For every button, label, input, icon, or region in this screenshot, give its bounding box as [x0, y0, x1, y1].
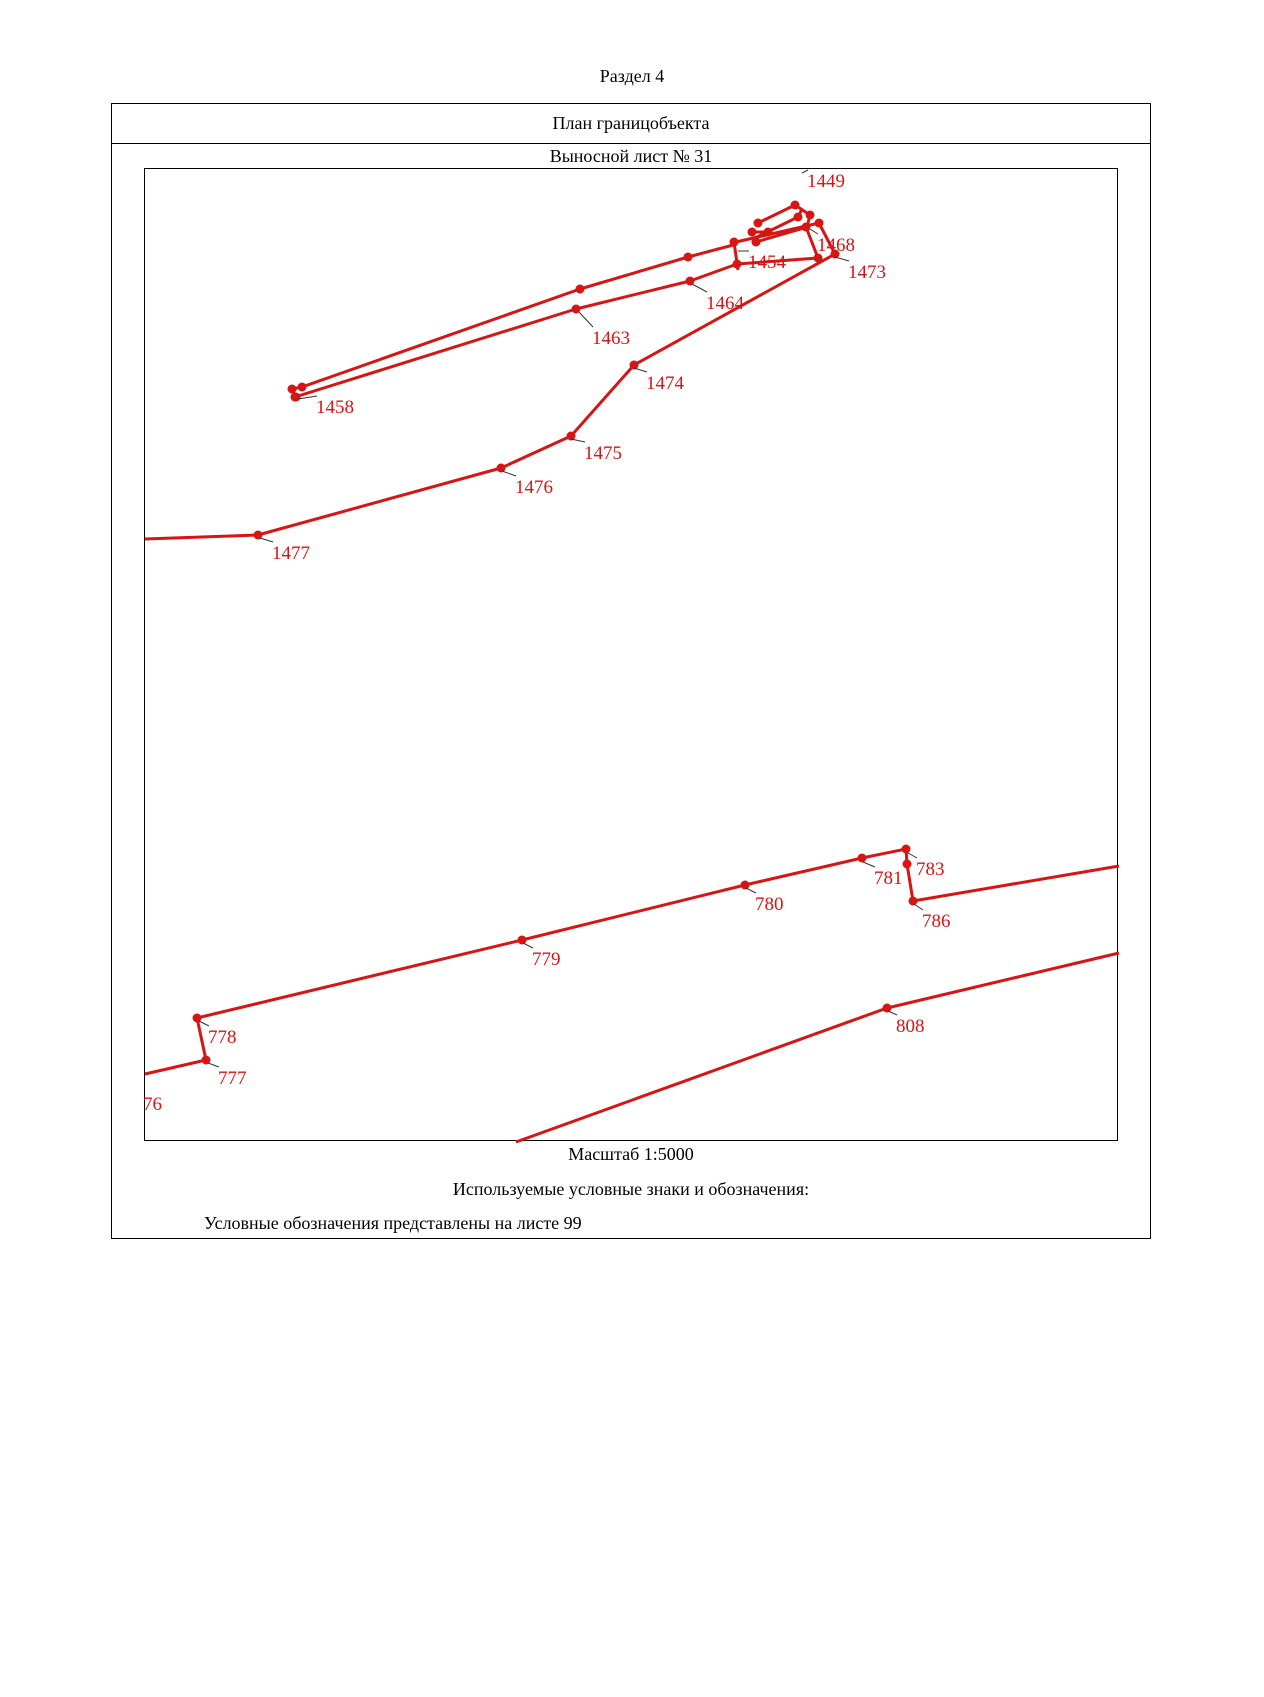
boundary-point	[752, 238, 761, 247]
point-label: 781	[874, 868, 903, 889]
boundary-point	[858, 854, 867, 863]
plan-frame	[111, 103, 1151, 1239]
label-leader	[914, 904, 923, 910]
boundary-point	[903, 860, 912, 869]
point-label: 1468	[817, 235, 855, 256]
point-label: 1475	[584, 443, 622, 464]
point-label: 786	[922, 911, 951, 932]
point-label: 1449	[807, 171, 845, 192]
boundary-point	[909, 897, 918, 906]
boundary-point	[764, 228, 773, 237]
point-label: 1458	[316, 397, 354, 418]
legend-note: Условные обозначения представлены на листе 99	[204, 1213, 582, 1233]
point-labels	[143, 170, 951, 1115]
label-leader	[199, 1021, 209, 1026]
section-title: Раздел 4	[599, 66, 665, 86]
boundary-point	[791, 201, 800, 210]
label-leader	[888, 1011, 897, 1015]
boundary-point	[684, 253, 693, 262]
boundary-map	[145, 169, 1119, 1142]
point-label: 783	[916, 859, 945, 880]
label-leader	[746, 888, 756, 893]
point-label: 1476	[515, 477, 553, 498]
boundary-point	[806, 211, 815, 220]
sheet-title: Выносной лист № 31	[549, 146, 713, 166]
point-label: 780	[755, 894, 784, 915]
boundary-line	[145, 849, 1119, 1074]
point-label: 1473	[848, 262, 886, 283]
label-leader	[579, 312, 593, 327]
point-label: 1463	[592, 328, 630, 349]
boundary-point	[298, 383, 307, 392]
point-label: 779	[532, 949, 561, 970]
map-area	[144, 168, 1118, 1141]
label-leader	[863, 862, 875, 867]
boundary-point	[815, 219, 824, 228]
boundary-point	[730, 238, 739, 247]
boundary-point	[902, 845, 911, 854]
point-label: 777	[218, 1068, 247, 1089]
point-label: 1464	[706, 293, 744, 314]
label-leader	[260, 538, 273, 542]
legend-title: Используемые условные знаки и обозначения:	[452, 1179, 810, 1199]
boundary-point	[497, 464, 506, 473]
boundary-points	[193, 201, 918, 1065]
boundary-line	[302, 244, 737, 387]
point-label: 1454	[748, 252, 786, 273]
boundary-line	[758, 205, 810, 223]
label-leader	[208, 1063, 219, 1067]
label-leader	[571, 439, 585, 442]
point-label: 1477	[272, 543, 310, 564]
boundary-point	[794, 213, 803, 222]
point-label: 76	[143, 1094, 162, 1115]
scale-text: Масштаб 1:5000	[568, 1144, 694, 1164]
label-leader	[810, 229, 818, 234]
boundary-point	[518, 936, 527, 945]
label-leader	[908, 853, 917, 858]
boundary-point	[883, 1004, 892, 1013]
label-leader	[692, 284, 707, 292]
boundary-point	[741, 881, 750, 890]
boundary-point	[748, 228, 757, 237]
boundary-point	[288, 385, 297, 394]
boundary-point	[802, 223, 811, 232]
plan-header: План границобъекта	[112, 104, 1150, 144]
point-label: 778	[208, 1027, 237, 1048]
boundary-point	[576, 285, 585, 294]
boundary-point	[754, 219, 763, 228]
boundary-point	[733, 260, 742, 269]
label-leader	[634, 368, 647, 372]
point-label: 808	[896, 1016, 925, 1037]
label-leader	[502, 471, 516, 476]
point-label: 1474	[646, 373, 684, 394]
boundary-line	[516, 953, 1119, 1142]
boundary-lines	[145, 205, 1119, 1142]
label-leader	[835, 257, 849, 261]
boundary-point	[292, 393, 301, 402]
label-leader	[523, 943, 533, 948]
